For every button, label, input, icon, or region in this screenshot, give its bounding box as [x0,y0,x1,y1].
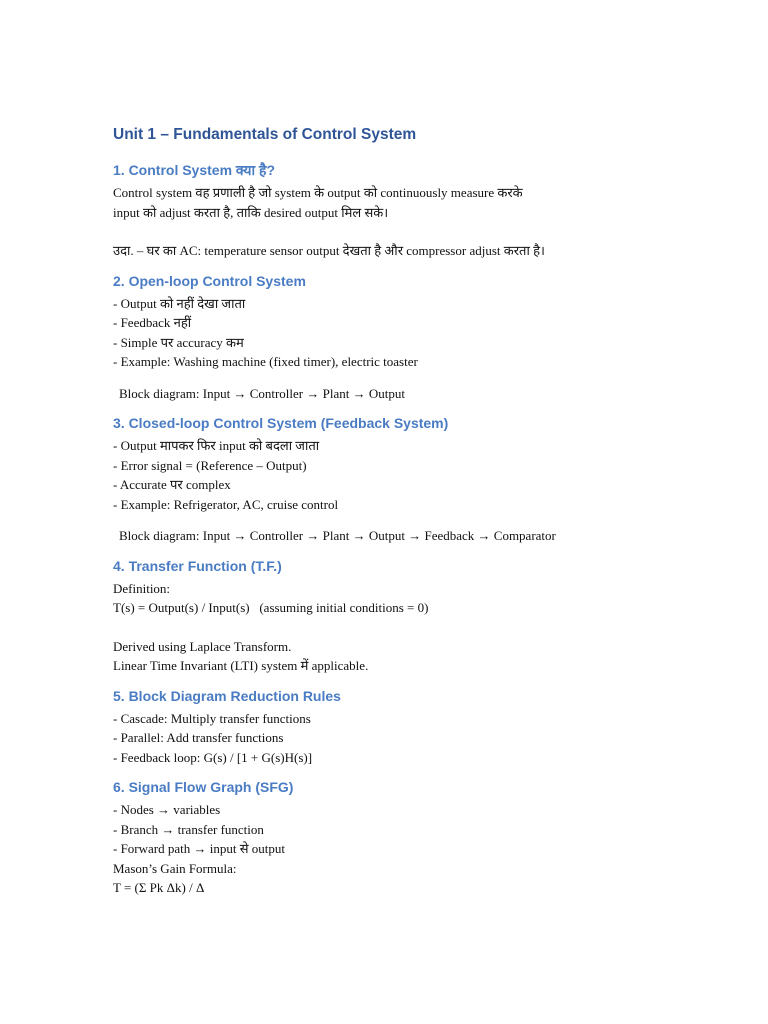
list-item: - Parallel: Add transfer functions [113,730,284,745]
section-control-system [113,160,723,261]
section-2-block-diagram: Block diagram: Input → Controller → Plant → Output [119,385,405,401]
section-4-definition-label: Definition: [113,580,171,596]
section-4-line-2: Linear Time Invariant (LTI) system में applicable. [113,658,369,673]
list-item: - Example: Refrigerator, AC, cruise control [113,496,339,512]
section-open-loop [113,271,723,404]
spacer [113,222,723,241]
document-page [113,124,723,908]
list-item: - Forward path → input से output [113,841,285,856]
section-6-heading: 6. Signal Flow Graph (SFG) [113,779,294,795]
section-4-formula: T(s) = Output(s) / Input(s) (assuming initial conditions = 0) [113,600,429,615]
list-item: - Feedback नहीं [113,315,192,330]
list-item: - Accurate पर complex [113,477,231,492]
spacer [113,372,723,384]
list-item: - Cascade: Multiply transfer functions [113,710,311,726]
section-4-line-1: Derived using Laplace Transform. [113,638,292,654]
list-item: - Output मापकर फिर input को बदला जाता [113,438,320,453]
section-4-heading: 4. Transfer Function (T.F.) [113,557,282,574]
list-item: - Error signal = (Reference – Output) [113,457,307,473]
spacer [113,514,723,526]
document-title: Unit 1 – Fundamentals of Control System [113,126,417,143]
spacer [113,618,723,637]
section-5-heading: 5. Block Diagram Reduction Rules [113,687,341,704]
section-signal-flow-graph [113,777,723,898]
list-item: - Branch → transfer function [113,821,264,837]
list-item: - Nodes → variables [113,802,221,817]
list-item: - Simple पर accuracy कम [113,334,244,350]
list-item: - Example: Washing machine (fixed timer), electric toaster [113,354,418,369]
list-item: T = (Σ Pk Δk) / Δ [113,880,205,895]
section-transfer-function [113,556,723,676]
section-1-line-1: Control system वह प्रणाली है जो system के output को continuously measure करके [113,185,523,200]
section-1-example: उदा. – घर का AC: temperature sensor output देखता है और compressor adjust करता है। [113,243,545,258]
section-1-line-2: input को adjust करता है, ताकि desired output मिल सके। [113,204,389,220]
list-item: - Feedback loop: G(s) / [1 + G(s)H(s)] [113,749,313,765]
section-3-heading: 3. Closed-loop Control System (Feedback System) [113,415,449,431]
section-closed-loop [113,413,723,546]
list-item: Mason’s Gain Formula: [113,860,237,876]
section-2-heading: 2. Open-loop Control System [113,272,306,289]
section-3-block-diagram: Block diagram: Input → Controller → Plant → Output → Feedback → Comparator [119,528,556,543]
section-block-diagram-rules [113,686,723,768]
list-item: - Output को नहीं देखा जाता [113,295,246,311]
section-1-heading: 1. Control System क्या है? [113,162,276,178]
